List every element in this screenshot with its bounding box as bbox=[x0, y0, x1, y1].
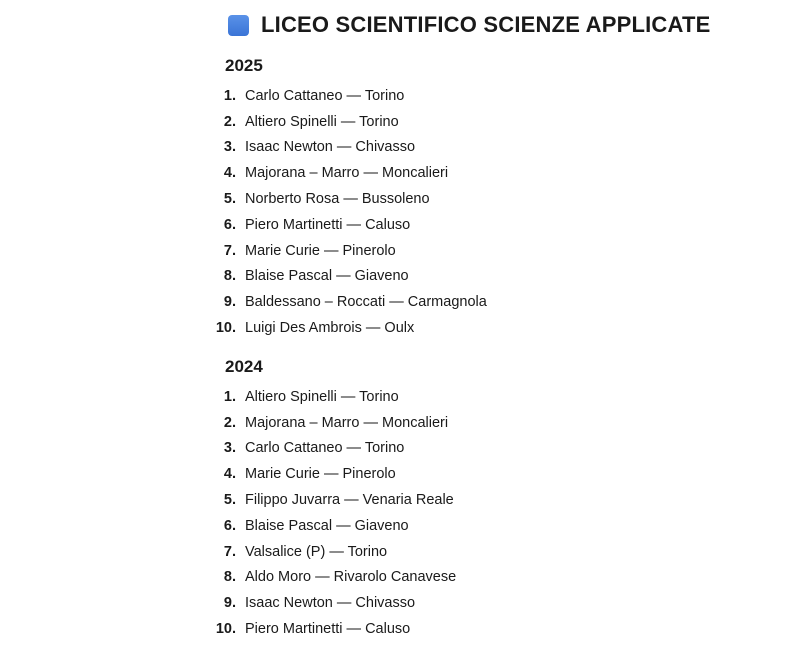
school-name: Piero Martinetti — Caluso bbox=[245, 216, 411, 233]
school-name: Marie Curie — Pinerolo bbox=[245, 466, 396, 483]
school-name: Valsalice (P) — Torino bbox=[245, 543, 388, 560]
rank-number: 5. bbox=[223, 492, 236, 509]
rank-number: 8. bbox=[223, 268, 236, 285]
list-item bbox=[0, 135, 487, 161]
list-item bbox=[0, 410, 456, 436]
school-name: Carlo Cattaneo — Torino bbox=[245, 440, 405, 457]
rank-number: 4. bbox=[223, 165, 236, 182]
school-name: Altiero Spinelli — Torino bbox=[245, 113, 399, 130]
list-item bbox=[0, 264, 487, 290]
list-item bbox=[0, 436, 456, 462]
rank-number: 6. bbox=[223, 517, 236, 534]
school-name: Aldo Moro — Rivarolo Canavese bbox=[245, 569, 457, 586]
page-title bbox=[228, 10, 710, 40]
rank-number: 10. bbox=[215, 621, 236, 638]
school-name: Majorana – Marro — Moncalieri bbox=[245, 165, 449, 182]
rank-number: 5. bbox=[223, 191, 236, 208]
rank-number: 7. bbox=[223, 242, 236, 259]
rank-number: 3. bbox=[223, 139, 236, 156]
list-item bbox=[0, 109, 487, 135]
rank-number: 6. bbox=[223, 216, 236, 233]
year-heading-2025: 2025 bbox=[225, 56, 263, 75]
school-name: Isaac Newton — Chivasso bbox=[245, 595, 416, 612]
ranking-list-2024 bbox=[0, 384, 456, 642]
rank-number: 3. bbox=[223, 440, 236, 457]
list-item bbox=[0, 186, 487, 212]
list-item bbox=[0, 384, 456, 410]
list-item bbox=[0, 565, 456, 591]
school-name: Piero Martinetti — Caluso bbox=[245, 621, 411, 638]
school-name: Blaise Pascal — Giaveno bbox=[245, 268, 409, 285]
school-name: Luigi Des Ambrois — Oulx bbox=[245, 320, 415, 337]
rank-number: 8. bbox=[223, 569, 236, 586]
list-item bbox=[0, 513, 456, 539]
list-item bbox=[0, 212, 487, 238]
school-name: Carlo Cattaneo — Torino bbox=[245, 87, 405, 104]
page-title-text: LICEO SCIENTIFICO SCIENZE APPLICATE bbox=[261, 12, 711, 37]
school-name: Isaac Newton — Chivasso bbox=[245, 139, 416, 156]
school-name: Filippo Juvarra — Venaria Reale bbox=[245, 492, 454, 509]
school-name: Blaise Pascal — Giaveno bbox=[245, 517, 409, 534]
list-item bbox=[0, 539, 456, 565]
rank-number: 9. bbox=[223, 294, 236, 311]
rank-number: 2. bbox=[223, 113, 236, 130]
rank-number: 1. bbox=[223, 87, 236, 104]
rank-number: 7. bbox=[223, 543, 236, 560]
rank-number: 2. bbox=[223, 414, 236, 431]
school-name: Majorana – Marro — Moncalieri bbox=[245, 414, 449, 431]
list-item bbox=[0, 315, 487, 341]
year-heading-2024: 2024 bbox=[225, 357, 263, 376]
rank-number: 4. bbox=[223, 466, 236, 483]
school-name: Baldessano – Roccati — Carmagnola bbox=[245, 294, 487, 311]
list-item bbox=[0, 590, 456, 616]
rank-number: 9. bbox=[223, 595, 236, 612]
school-name: Marie Curie — Pinerolo bbox=[245, 242, 396, 259]
list-item bbox=[0, 238, 487, 264]
ranking-list-2025 bbox=[0, 83, 487, 341]
list-item bbox=[0, 461, 456, 487]
school-name: Norberto Rosa — Bussoleno bbox=[245, 191, 430, 208]
list-item bbox=[0, 160, 487, 186]
school-name: Altiero Spinelli — Torino bbox=[245, 388, 399, 405]
list-item bbox=[0, 616, 456, 642]
list-item bbox=[0, 487, 456, 513]
rank-number: 1. bbox=[223, 388, 236, 405]
blue-square-icon bbox=[228, 15, 249, 36]
list-item bbox=[0, 83, 487, 109]
list-item bbox=[0, 289, 487, 315]
rank-number: 10. bbox=[215, 320, 236, 337]
